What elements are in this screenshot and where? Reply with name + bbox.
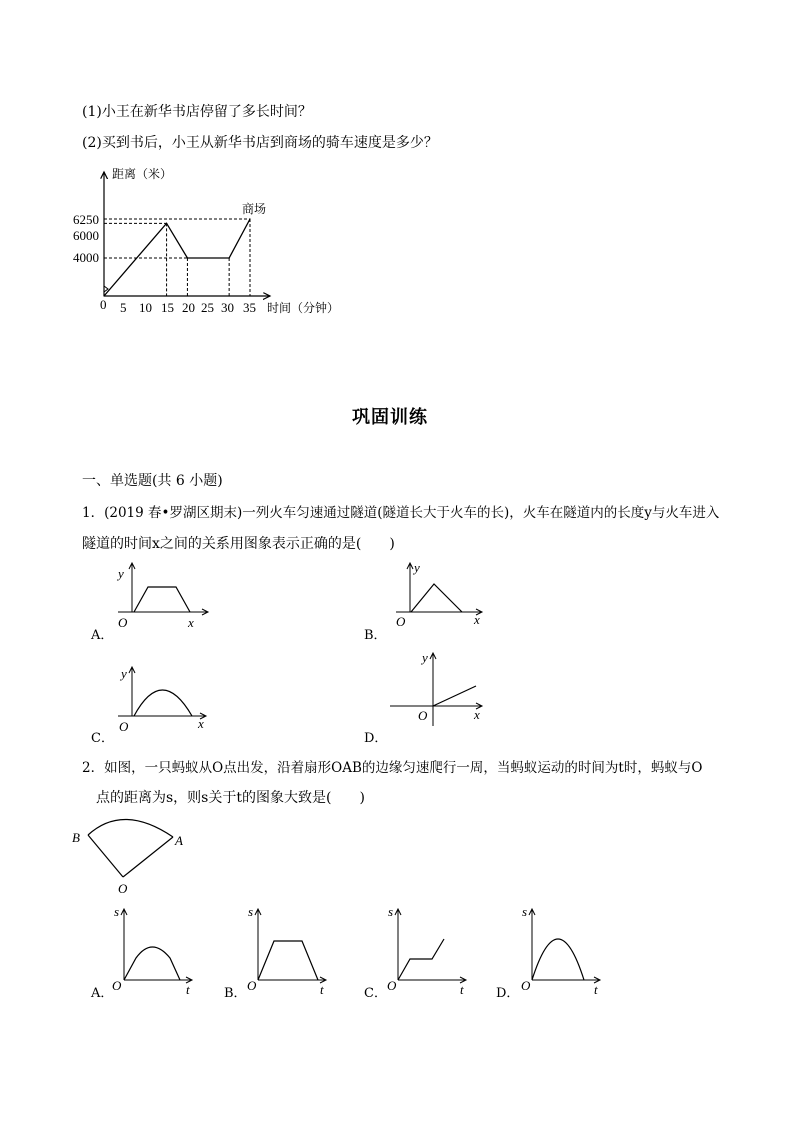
q2-option-b-graph[interactable] bbox=[244, 902, 336, 998]
q1-option-d-graph[interactable] bbox=[386, 648, 490, 728]
mc-question-1-line2: 隧道的时间x之间的关系用图象表示正确的是( ) bbox=[82, 536, 395, 552]
q2-option-d-label: D． bbox=[496, 986, 520, 1001]
q2a-s-label: s bbox=[114, 904, 120, 919]
q1-option-c-label: C． bbox=[91, 731, 114, 746]
data-point-20 bbox=[187, 257, 188, 258]
section-title: 巩固训练 bbox=[352, 407, 428, 428]
q2-option-a-graph[interactable] bbox=[108, 902, 200, 998]
data-point-30 bbox=[229, 257, 230, 258]
q2a-t-label: t bbox=[186, 982, 190, 997]
x-tick-20: 20 bbox=[182, 300, 195, 315]
data-point-35 bbox=[249, 218, 250, 219]
q1-option-b-graph[interactable] bbox=[390, 558, 490, 633]
q1b-y-label: y bbox=[414, 560, 420, 575]
x-tick-35: 35 bbox=[243, 300, 256, 315]
distance-time-chart bbox=[73, 160, 384, 320]
q1d-y-label: y bbox=[422, 650, 428, 665]
q2-option-a-label: A． bbox=[91, 986, 114, 1001]
q1d-origin-label: O bbox=[418, 708, 428, 723]
q2c-t-label: t bbox=[460, 982, 464, 997]
q2d-t-label: t bbox=[594, 982, 598, 997]
sector-point-b: B bbox=[72, 830, 80, 845]
y-tick-6250: 6250 bbox=[73, 212, 99, 227]
q2d-origin-label: O bbox=[521, 978, 531, 993]
q1-option-c-graph[interactable] bbox=[110, 660, 220, 738]
x-tick-10: 10 bbox=[139, 300, 152, 315]
y-tick-6000: 6000 bbox=[73, 228, 99, 243]
q2c-s-label: s bbox=[388, 904, 394, 919]
q1-option-b-label: B． bbox=[364, 628, 387, 643]
place-label: 商场 bbox=[242, 202, 267, 216]
q2c-origin-label: O bbox=[387, 978, 397, 993]
sector-point-a: A bbox=[175, 833, 183, 848]
x-tick-25: 25 bbox=[201, 300, 214, 315]
question-1-text: (1)小王在新华书店停留了多长时间？ bbox=[82, 104, 312, 120]
q2b-s-label: s bbox=[248, 904, 254, 919]
q1-option-a-graph[interactable] bbox=[110, 560, 220, 635]
q2b-t-label: t bbox=[320, 982, 324, 997]
q1c-origin-label: O bbox=[119, 719, 129, 734]
q1c-y-label: y bbox=[121, 666, 127, 681]
x-tick-5: 5 bbox=[120, 300, 127, 315]
q1b-x-label: x bbox=[474, 612, 480, 627]
q1a-origin-label: O bbox=[118, 615, 128, 630]
x-tick-15: 15 bbox=[161, 300, 174, 315]
mc-question-2-line2: 点的距离为s，则s关于t的图象大致是( ) bbox=[96, 790, 365, 806]
q1d-x-label: x bbox=[474, 707, 480, 722]
x-tick-30: 30 bbox=[221, 300, 234, 315]
mc-question-2-line1: 2．如图，一只蚂蚁从O点出发，沿着扇形OAB的边缘匀速爬行一周，当蚂蚁运动的时间为t时，蚂蚁与O bbox=[82, 760, 703, 776]
q1a-x-label: x bbox=[188, 615, 194, 630]
q1a-y-label: y bbox=[118, 566, 124, 581]
question-2-text: (2)买到书后，小王从新华书店到商场的骑车速度是多少？ bbox=[82, 135, 438, 151]
mc-question-1-line1: 1．(2019 春•罗湖区期末)一列火车匀速通过隧道(隧道长大于火车的长)，火车在隧道内的长度y与火车进入 bbox=[82, 505, 720, 521]
q1-option-a-label: A． bbox=[91, 628, 114, 643]
section-heading: 一、单选题(共 6 小题) bbox=[82, 473, 223, 489]
y-tick-4000: 4000 bbox=[73, 250, 99, 265]
q2a-origin-label: O bbox=[112, 978, 122, 993]
q1-option-d-label: D． bbox=[364, 731, 388, 746]
x-axis-label: 时间（分钟） bbox=[267, 301, 340, 315]
q2-option-c-graph[interactable] bbox=[384, 902, 476, 998]
q2d-s-label: s bbox=[522, 904, 528, 919]
sector-point-o: O bbox=[118, 881, 128, 896]
q2b-origin-label: O bbox=[247, 978, 257, 993]
y-axis-label: 距离（米） bbox=[112, 167, 173, 181]
q1c-x-label: x bbox=[198, 716, 204, 731]
q1b-origin-label: O bbox=[396, 614, 406, 629]
sector-oab-figure bbox=[68, 815, 198, 897]
q2-option-d-graph[interactable] bbox=[518, 902, 610, 998]
data-point-15 bbox=[166, 223, 167, 224]
q2-option-b-label: B． bbox=[224, 986, 247, 1001]
x-tick-0: 0 bbox=[100, 297, 107, 312]
q2-option-c-label: C． bbox=[364, 986, 387, 1001]
